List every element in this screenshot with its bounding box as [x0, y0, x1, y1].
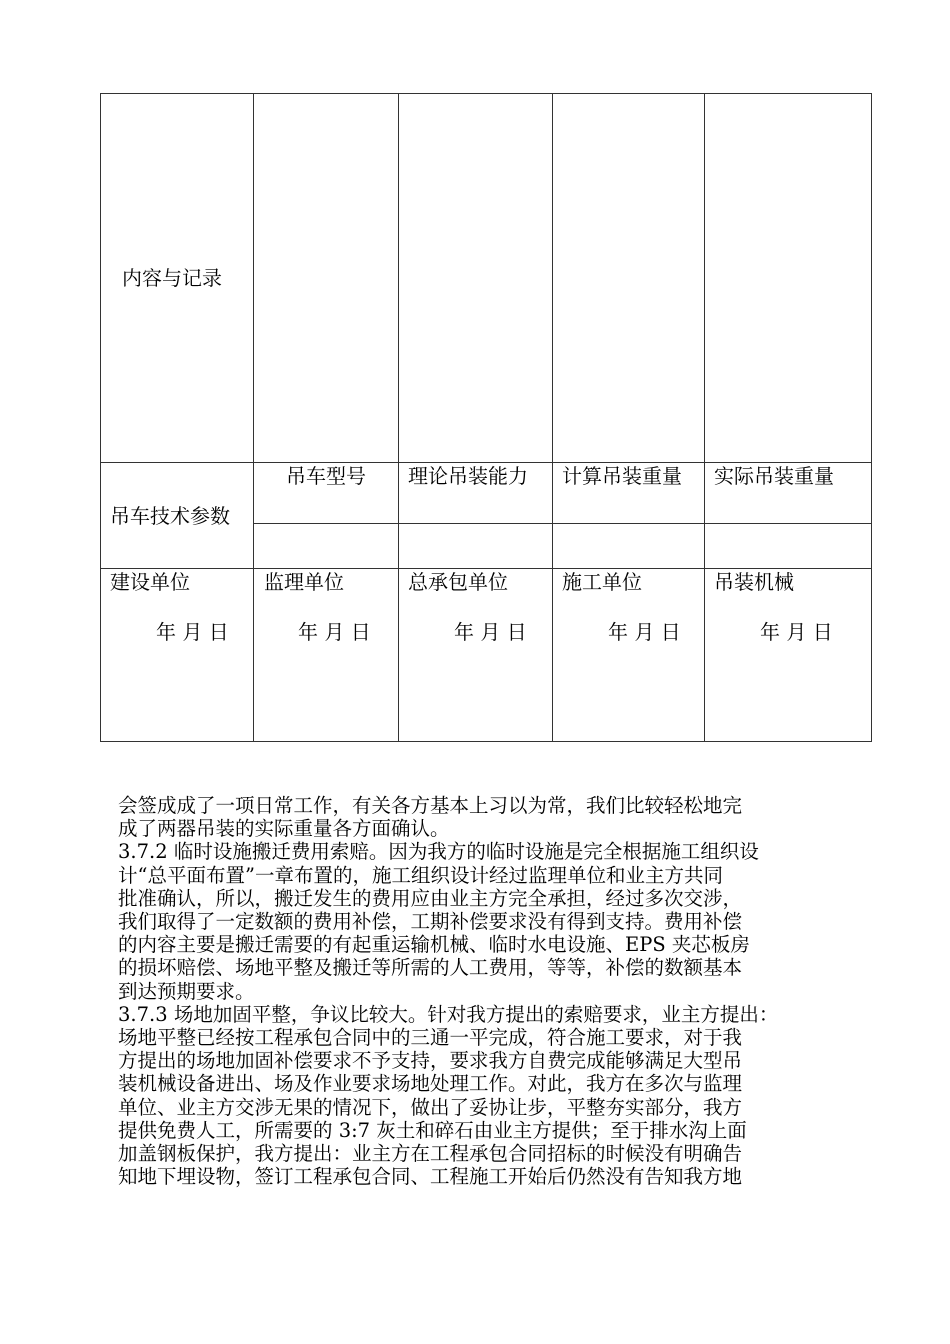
crane-header-actual-weight: 实际吊装重量	[714, 464, 834, 488]
crane-header-rated-capacity: 理论吊装能力	[408, 464, 528, 488]
table-border-top	[100, 93, 872, 94]
signature-date-general-contractor: 年 月 日	[454, 620, 527, 644]
body-line: 批准确认，所以，搬迁发生的费用应由业主方完全承担，经过多次交涉，	[118, 886, 743, 910]
body-text	[118, 794, 853, 1188]
body-line: 计“总平面布置”一章布置的，施工组织设计经过监理单位和业主方共同	[118, 863, 723, 887]
col-divider-3	[552, 93, 553, 742]
signature-unit-supervisor: 监理单位	[264, 570, 344, 594]
col-divider-1	[253, 93, 254, 742]
record-label: 内容与记录	[122, 266, 222, 290]
body-line: 方提出的场地加固补偿要求不予支持，要求我方自费完成能够满足大型吊	[118, 1049, 743, 1073]
signature-unit-lifting-machinery: 吊装机械	[714, 570, 794, 594]
body-line: 场地平整已经按工程承包合同中的三通一平完成，符合施工要求，对于我	[118, 1026, 743, 1050]
crane-header-calculated-weight: 计算吊装重量	[562, 464, 682, 488]
signature-unit-owner: 建设单位	[110, 570, 190, 594]
col-divider-4	[704, 93, 705, 742]
body-line: 加盖钢板保护，我方提出：业主方在工程承包合同招标的时候没有明确告	[118, 1142, 743, 1166]
body-line: 的内容主要是搬迁需要的有起重运输机械、临时水电设施、EPS 夹芯板房	[118, 933, 750, 957]
table-border-right	[871, 93, 872, 742]
table-border-left	[100, 93, 101, 742]
crane-header-model: 吊车型号	[286, 464, 366, 488]
row-divider-crane	[100, 568, 872, 569]
body-line: 我们取得了一定数额的费用补偿，工期补偿要求没有得到支持。费用补偿	[118, 910, 743, 934]
body-line: 3.7.3 场地加固平整，争议比较大。针对我方提出的索赔要求，业主方提出：	[118, 1002, 779, 1026]
signature-unit-construction: 施工单位	[562, 570, 642, 594]
body-line: 装机械设备进出、场及作业要求场地处理工作。对此，我方在多次与监理	[118, 1072, 743, 1096]
signature-date-construction: 年 月 日	[608, 620, 681, 644]
crane-params-label: 吊车技术参数	[110, 504, 230, 528]
body-line: 会签成成了一项日常工作，有关各方基本上习以为常，我们比较轻松地完	[118, 794, 743, 817]
body-line: 的损坏赔偿、场地平整及搬迁等所需的人工费用，等等，补偿的数额基本	[118, 956, 743, 980]
signature-date-owner: 年 月 日	[156, 620, 229, 644]
signature-date-supervisor: 年 月 日	[298, 620, 371, 644]
body-line: 到达预期要求。	[118, 979, 255, 1003]
body-line: 成了两器吊装的实际重量各方面确认。	[118, 817, 450, 841]
body-line: 知地下埋设物，签订工程承包合同、工程施工开始后仍然没有告知我方地	[118, 1165, 743, 1189]
signature-date-lifting-machinery: 年 月 日	[760, 620, 833, 644]
table-border-bottom	[100, 741, 872, 742]
signature-unit-general-contractor: 总承包单位	[408, 570, 508, 594]
row-divider-crane-inner	[253, 523, 872, 524]
row-divider-record	[100, 462, 872, 463]
body-line: 提供免费人工，所需要的 3:7 灰土和碎石由业主方提供；至于排水沟上面	[118, 1118, 747, 1142]
body-line: 3.7.2 临时设施搬迁费用索赔。因为我方的临时设施是完全根据施工组织设	[118, 840, 759, 864]
col-divider-2	[398, 93, 399, 742]
body-line: 单位、业主方交涉无果的情况下，做出了妥协让步，平整夯实部分，我方	[118, 1095, 743, 1119]
